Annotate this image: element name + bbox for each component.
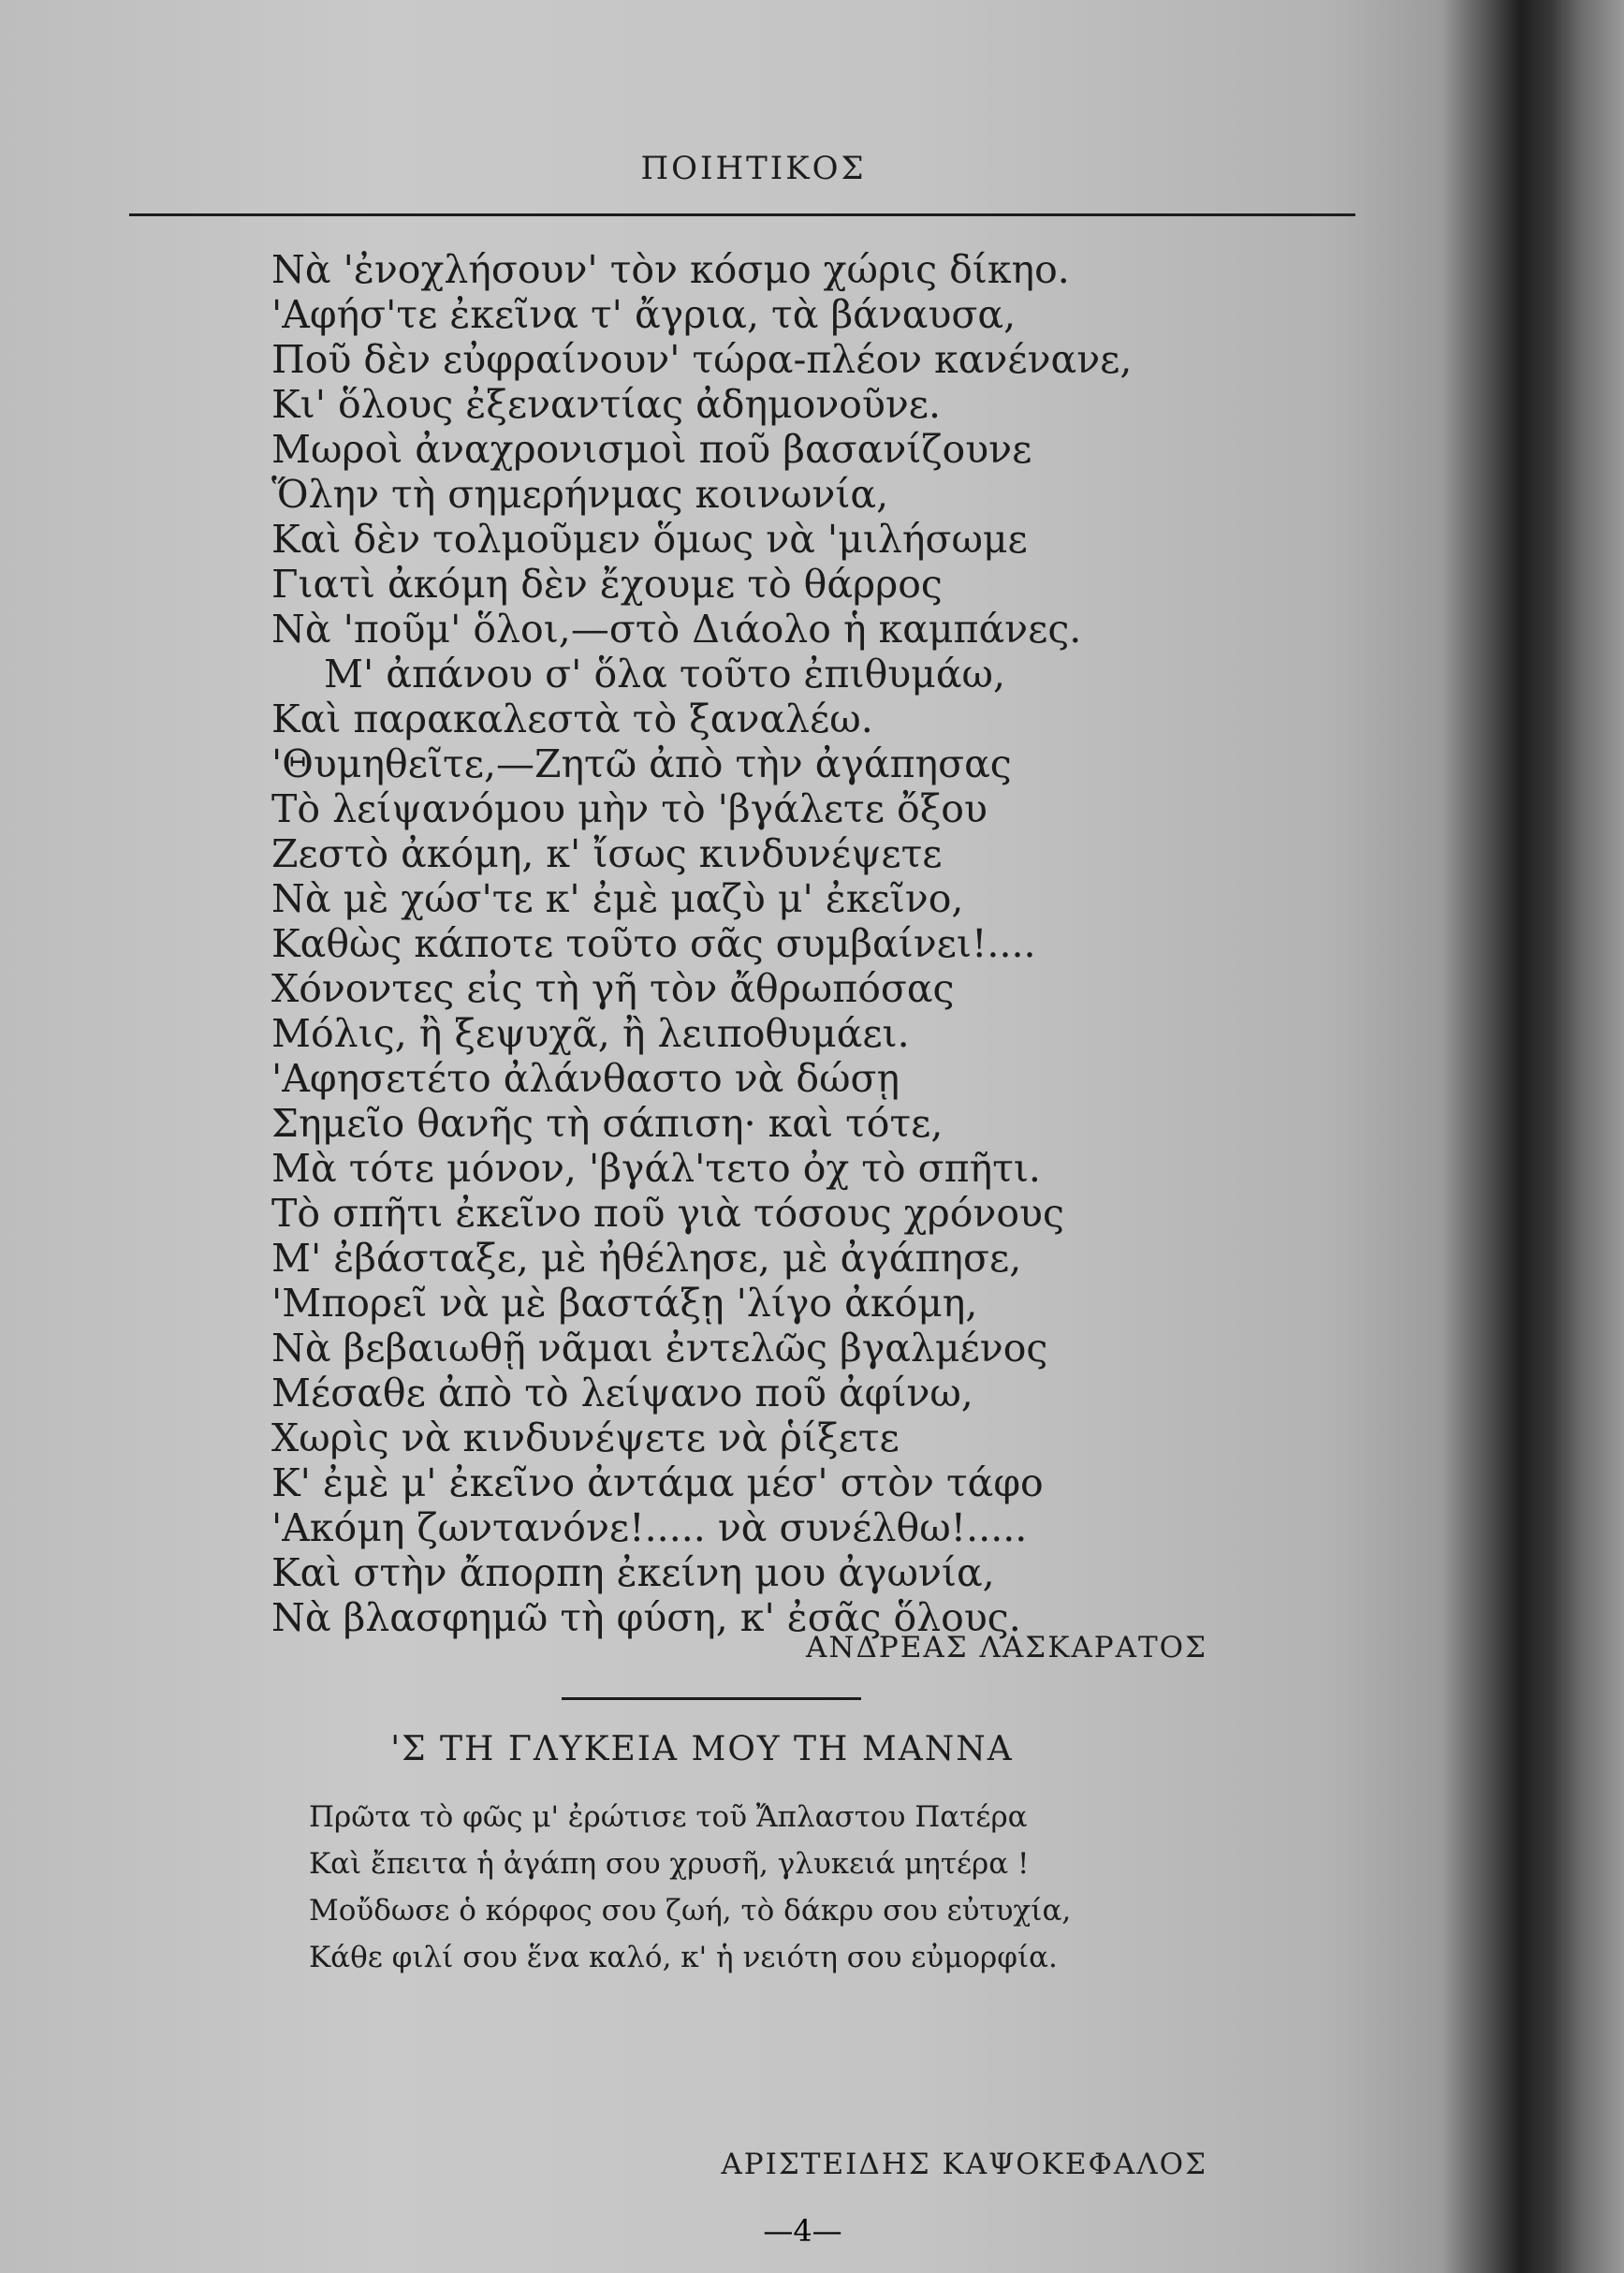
poem-line: Νὰ μὲ χώσ'τε κ' ἐμὲ μαζὺ μ' ἐκεῖνο, <box>271 876 964 921</box>
poem-line: 'Αφήσ'τε ἐκεῖνα τ' ἄγρια, τὰ βάναυσα, <box>271 292 1017 337</box>
poem-line: Νὰ 'ἐνοχλήσουν' τὸν κόσμο χώρις δίκηο. <box>271 247 1070 292</box>
section-divider <box>562 1697 861 1700</box>
poem-line: Μωροὶ ἀναχρονισμοὶ ποῦ βασανίζουνε <box>271 427 1032 472</box>
poem-line: 'Αφησετέτο ἀλάνθαστο νὰ δώσῃ <box>271 1056 900 1101</box>
poem-line: Ποῦ δὲν εὐφραίνουν' τώρα-πλέον κανένανε, <box>271 337 1133 382</box>
poem-line: Μόλις, ἢ ξεψυχᾶ, ἢ λειποθυμάει. <box>271 1011 910 1056</box>
poem-line: Νὰ 'ποῦμ' ὅλοι,—στὸ Διάολο ἡ καμπάνες. <box>271 607 1082 652</box>
poem-line: 'Μπορεῖ νὰ μὲ βαστάξῃ 'λίγο ἀκόμη, <box>271 1281 978 1326</box>
book-gutter <box>1441 0 1554 2273</box>
facing-page-edge <box>1554 0 1624 2273</box>
poem-line: Χωρὶς νὰ κινδυνέψετε νὰ ῥίξετε <box>271 1415 900 1460</box>
poem-line: Νὰ βεβαιωθῇ νᾶμαι ἐντελῶς βγαλμένος <box>271 1326 1048 1371</box>
poem-line: Καὶ παρακαλεστὰ τὸ ξαναλέω. <box>271 697 873 741</box>
page-number: —4— <box>763 2213 842 2249</box>
poem-line: Κάθε φιλί σου ἕνα καλό, κ' ἡ νειότη σου εὐμορφία. <box>309 1941 1058 1974</box>
poem-line: Νὰ βλασφημῶ τὴ φύση, κ' ἐσᾶς ὅλους. <box>271 1595 1021 1640</box>
poem-2-title: 'Σ ΤΗ ΓΛΥΚΕΙΑ ΜΟΥ ΤΗ ΜΑΝΝΑ <box>390 1730 1014 1768</box>
header-rule <box>129 213 1355 216</box>
poem-line: Ζεστὸ ἀκόμη, κ' ἴσως κινδυνέψετε <box>271 831 943 876</box>
poem-1-author: ΑΝΔΡΕΑΣ ΛΑΣΚΑΡΑΤΟΣ <box>805 1631 1207 1664</box>
poem-line: Σημεῖο θανῆς τὴ σάπιση· καὶ τότε, <box>271 1101 944 1146</box>
poem-line: Μ' ἀπάνου σ' ὅλα τοῦτο ἐπιθυμάω, <box>324 652 1005 697</box>
poem-line: Τὸ λείψανόμου μὴν τὸ 'βγάλετε ὄξου <box>271 786 988 831</box>
poem-line: Γιατὶ ἀκόμη δὲν ἔχουμε τὸ θάρρος <box>271 562 943 607</box>
poem-line: Τὸ σπῆτι ἐκεῖνο ποῦ γιὰ τόσους χρόνους <box>271 1191 1064 1236</box>
poem-line: Πρῶτα τὸ φῶς μ' ἐρώτισε τοῦ Ἄπλαστου Πατέρα <box>309 1800 1028 1834</box>
poem-line: 'Θυμηθεῖτε,—Ζητῶ ἀπὸ τὴν ἀγάπησας <box>271 741 1012 786</box>
poem-line: Μ' ἐβάσταξε, μὲ ἠθέλησε, μὲ ἀγάπησε, <box>271 1236 1022 1281</box>
poem-2-author: ΑΡΙΣΤΕΙΔΗΣ ΚΑΨΟΚΕΦΑΛΟΣ <box>721 2148 1207 2181</box>
poem-2-body <box>309 1794 1245 1981</box>
poem-1-body <box>271 247 1301 1640</box>
poem-line: Ὅλην τὴ σημερήνμας κοινωνία, <box>271 472 889 517</box>
poem-line: Χόνοντες εἰς τὴ γῆ τὸν ἄθρωπόσας <box>271 966 955 1011</box>
poem-line: Καὶ στὴν ἄπορπη ἐκείνη μου ἀγωνία, <box>271 1550 995 1595</box>
poem-line: Μὰ τότε μόνον, 'βγάλ'τετο ὀχ τὸ σπῆτι. <box>271 1146 1041 1191</box>
poem-line: Καθὼς κάποτε τοῦτο σᾶς συμβαίνει!.... <box>271 921 1036 966</box>
running-head: ΠΟΙΗΤΙΚΟΣ <box>640 150 867 187</box>
poem-line: Κ' ἐμὲ μ' ἐκεῖνο ἀντάμα μέσ' στὸν τάφο <box>271 1460 1044 1505</box>
poem-line: Καὶ δὲν τολμοῦμεν ὅμως νὰ 'μιλήσωμε <box>271 517 1028 562</box>
poem-line: Καὶ ἔπειτα ἡ ἀγάπη σου χρυσῆ, γλυκειά μητέρα ! <box>309 1847 1030 1881</box>
poem-line: Κι' ὅλους ἐξεναντίας ἀδημονοῦνε. <box>271 382 942 427</box>
poem-line: 'Ακόμη ζωντανόνε!..... νὰ συνέλθω!..... <box>271 1505 1028 1550</box>
poem-line: Μέσαθε ἀπὸ τὸ λείψανο ποῦ ἀφίνω, <box>271 1371 973 1415</box>
poem-line: Μοὔδωσε ὁ κόρφος σου ζωή, τὸ δάκρυ σου εὐτυχία, <box>309 1894 1072 1928</box>
